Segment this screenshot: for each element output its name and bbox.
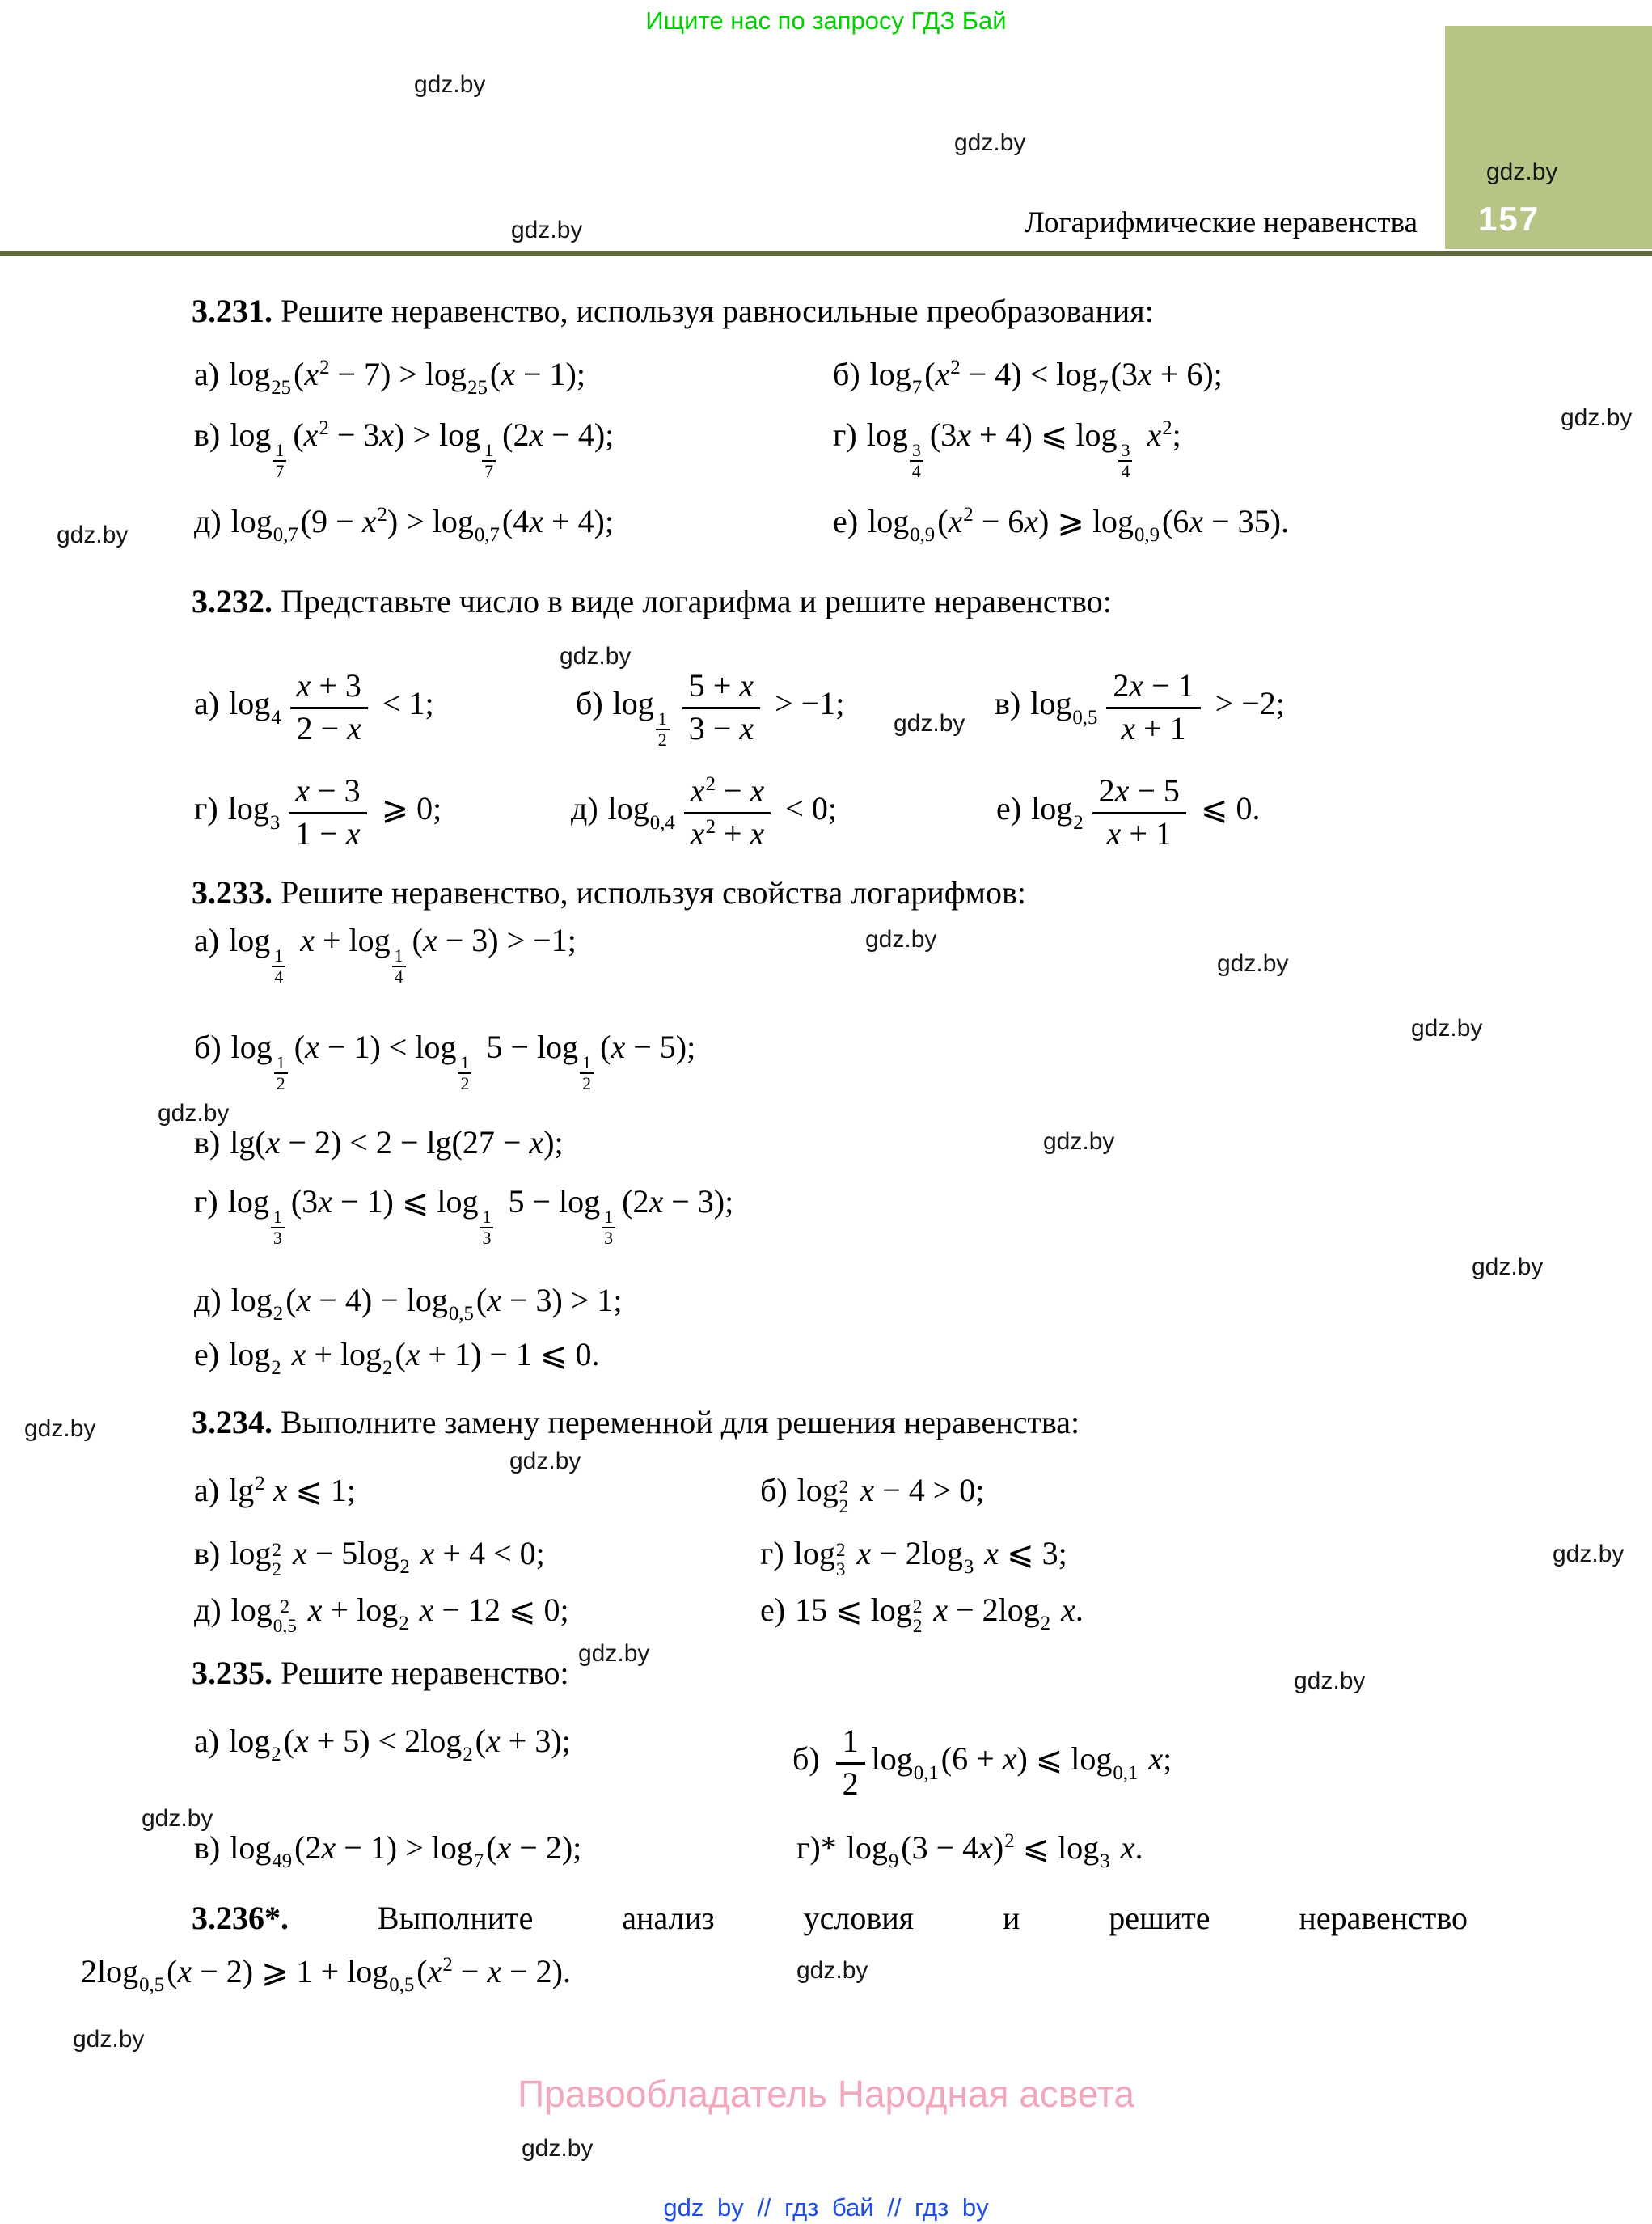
item-label: е) [996, 790, 1022, 827]
problem-item [194, 1282, 623, 1326]
problem-item [995, 667, 1285, 747]
problem-item [81, 1953, 571, 1998]
problem-item [194, 667, 434, 747]
page-number: 157 [1478, 200, 1540, 238]
problem-item [833, 416, 1181, 480]
item-label: б) [194, 1029, 222, 1065]
problem-item [194, 503, 614, 548]
formula: $\log_9(3 - 4x)^2$ ⩽ $\log_3 x$. [846, 1829, 1143, 1873]
item-label: е) [760, 1592, 786, 1628]
item-label: е) [194, 1336, 220, 1372]
problem-title: Выполните анализ условия и решите неравенство [377, 1900, 1468, 1936]
gdzby-watermark: gdz.by [1561, 404, 1633, 431]
problem-item [194, 1829, 581, 1874]
problem-number: 3.236*. [192, 1900, 289, 1936]
problem-item [194, 1592, 569, 1637]
problem-item [194, 1029, 695, 1093]
problem-header-3.232. [192, 582, 1112, 620]
copyright-line: Правообладатель Народная асвета [518, 2073, 1134, 2115]
problem-item [194, 1336, 600, 1380]
header-rule [0, 251, 1652, 256]
gdzby-watermark: gdz.by [158, 1100, 230, 1127]
formula: $\log_{49}(2x - 1) > \log_7(x - 2)$; [230, 1829, 582, 1873]
item-label: е) [833, 503, 859, 539]
item-label: д) [194, 1282, 222, 1318]
formula: lg(x − 2) < 2 − lg(27 − x); [230, 1124, 564, 1161]
item-label: б) [833, 356, 860, 392]
item-label: а) [194, 356, 220, 392]
item-label: г) [194, 1183, 218, 1220]
gdzby-watermark: gdz.by [1217, 950, 1289, 977]
formula: $\log_{0,5}$ $\frac{2x - 1}{x + 1}$ > −2; [1030, 667, 1285, 746]
formula: $\log_2$ $\frac{2x - 5}{x + 1}$ ⩽ 0. [1031, 772, 1261, 852]
page-number-box [1445, 26, 1652, 249]
problem-item [194, 1472, 356, 1509]
gdzby-watermark: gdz.by [954, 129, 1026, 156]
item-label: а) [194, 1472, 220, 1508]
gdzby-watermark: gdz.by [509, 1448, 581, 1474]
section-title: Логарифмические неравенства [1024, 206, 1418, 239]
problem-item [760, 1472, 984, 1517]
problem-item [194, 922, 577, 986]
formula: log 2 3 $x - 2\log_3$ x ⩽ 3; [793, 1535, 1067, 1580]
problem-item [194, 356, 585, 400]
formula: $\log_4$ $\frac{x + 3}{2 - x}$ < 1; [229, 667, 434, 746]
item-label: г)* [796, 1829, 837, 1866]
formula: $\log_{0,4}$ $\frac{x^2 - x}{x^2 + x}$ < 0; [607, 772, 837, 852]
formula: log 2 2 x − 4 > 0; [796, 1472, 985, 1517]
formula: $\log_{0,7}(9 - x^2) > \log_{0,7}(4x + 4)$; [230, 503, 614, 547]
problem-title: Выполните замену переменной для решения неравенства: [281, 1404, 1080, 1440]
gdzby-watermark: gdz.by [57, 522, 129, 548]
problem-item [792, 1723, 1172, 1803]
gdzby-watermark: gdz.by [1294, 1668, 1366, 1694]
formula: $\log_{25}(x^2 - 7) > \log_{25}(x - 1)$; [229, 356, 585, 400]
problem-title: Решите неравенство: [281, 1655, 569, 1691]
gdzby-watermark: gdz.by [796, 1957, 868, 1984]
item-label: в) [194, 1124, 221, 1161]
formula: $\lg^2 x$ ⩽ 1; [229, 1472, 357, 1508]
problem-item [576, 667, 844, 750]
item-label: б) [576, 685, 603, 722]
problem-item [760, 1535, 1067, 1580]
formula: log 2 2 $x - 5\log_2$ x + 4 < 0; [230, 1535, 545, 1580]
problem-item [194, 1723, 571, 1767]
problem-number: 3.233. [192, 874, 273, 911]
problem-item [760, 1592, 1084, 1637]
problem-header-3.231. [192, 292, 1154, 330]
gdzby-watermark: gdz.by [1553, 1541, 1625, 1567]
problem-header-3.234. [192, 1403, 1080, 1441]
gdzby-watermark: gdz.by [560, 643, 632, 670]
problem-item [796, 1829, 1143, 1874]
formula: $\log_7(x^2 - 4) < \log_7(3x + 6)$; [869, 356, 1223, 400]
item-label: в) [194, 1829, 221, 1866]
problem-number: 3.232. [192, 583, 273, 619]
item-label: д) [571, 790, 598, 827]
formula: $\log_3$ $\frac{x - 3}{1 - x}$ ⩾ 0; [227, 772, 442, 852]
gdzby-watermark: gdz.by [578, 1640, 650, 1667]
problem-item [833, 356, 1223, 400]
problem-item [571, 772, 837, 852]
item-label: г) [194, 790, 218, 827]
problem-item [194, 416, 614, 480]
problem-item [194, 1183, 733, 1247]
item-label: д) [194, 1592, 222, 1628]
item-label: а) [194, 685, 220, 722]
gdzby-watermark: gdz.by [865, 926, 937, 953]
formula: log $\frac{1}{2}$ (x − 1) < log $\frac{1}{2}$ 5 − log $\frac{1}{2}$ (x − 5); [230, 1029, 696, 1093]
formula: $\log_2(x + 5) < 2\log_2(x + 3)$; [229, 1723, 571, 1766]
item-label: б) [760, 1472, 788, 1508]
problem-number: 3.235. [192, 1655, 273, 1691]
problem-item [194, 1124, 564, 1161]
gdz-promo-link[interactable]: Ищите нас по запросу ГДЗ Бай [645, 6, 1007, 35]
formula: log $\frac{1}{4}$ x + log $\frac{1}{4}$ (x − 3) > −1; [229, 922, 577, 987]
gdzby-watermark: gdz.by [414, 71, 486, 98]
problem-title: Представьте число в виде логарифма и решите неравенство: [281, 583, 1112, 619]
gdzby-watermark: gdz.by [1043, 1128, 1115, 1155]
item-label: д) [194, 503, 222, 539]
formula: log $\frac{1}{3}$ (3x − 1) ⩽ log $\frac{1}{3}$ 5 − log $\frac{1}{3}$ (2x − 3); [227, 1183, 734, 1248]
item-label: г) [760, 1535, 784, 1571]
problem-header-3.233. [192, 873, 1026, 911]
formula: 15 ⩽ log 2 2 $x - 2\log_2$ x. [795, 1592, 1084, 1637]
item-label: в) [995, 685, 1021, 722]
item-label: в) [194, 1535, 221, 1571]
problem-header-3.235. [192, 1654, 569, 1692]
gdzby-watermark: gdz.by [1411, 1015, 1483, 1042]
item-label: б) [792, 1740, 820, 1778]
formula: log $\frac{3}{4}$ (3x + 4) ⩽ log $\frac{3}{4}$ $x^2$; [866, 416, 1181, 481]
formula: $\log_2 x + \log_2(x + 1) - 1$ ⩽ 0. [229, 1336, 600, 1380]
gdzby-watermark: gdz.by [894, 710, 965, 737]
formula: log $\frac{1}{7}$ $(x^2 - 3x) > \log$ $\frac{1}{7}$ (2x − 4); [230, 416, 615, 481]
gdzby-watermark: gdz.by [24, 1415, 96, 1442]
formula: log 2 0,5 $x + \log_2 x - 12$ ⩽ 0; [230, 1592, 569, 1637]
item-label: а) [194, 1723, 220, 1759]
gdzby-watermark: gdz.by [73, 2026, 145, 2053]
problem-item [833, 503, 1289, 548]
problem-item [996, 772, 1260, 852]
item-label: г) [833, 416, 857, 453]
formula: $\log_{0,9}(x^2 - 6x)$ ⩾ $\log_{0,9}(6x - 35)$. [868, 503, 1289, 547]
footer-links[interactable]: gdz by // гдз бай // гдз by [663, 2193, 989, 2222]
formula: $\frac{1}{2}$ $\log_{0,1}(6 + x)$ ⩽ $\log_{0,1} x$; [830, 1740, 1172, 1777]
problem-title: Решите неравенство, используя равносильные преобразования: [281, 293, 1154, 329]
problem-title: Решите неравенство, используя свойства логарифмов: [281, 874, 1026, 911]
formula: $2\log_{0,5}(x - 2)$ ⩾ $1 + \log_{0,5}(x^2 - x - 2)$. [81, 1953, 572, 1997]
gdzby-watermark: gdz.by [1472, 1254, 1544, 1280]
item-label: в) [194, 416, 221, 453]
problem-header-3.236. [192, 1899, 1468, 1937]
problem-item [194, 772, 442, 852]
problem-number: 3.231. [192, 293, 273, 329]
formula: log $\frac{1}{2}$ $\frac{5 + x}{3 - x}$ > −1; [612, 667, 845, 750]
gdzby-watermark: gdz.by [511, 217, 583, 243]
gdzby-watermark: gdz.by [522, 2135, 594, 2162]
problem-item [194, 1535, 545, 1580]
gdzby-watermark: gdz.by [1486, 159, 1558, 185]
formula: $\log_2(x - 4) - \log_{0,5}(x - 3) > 1$; [230, 1282, 623, 1326]
gdzby-watermark: gdz.by [142, 1805, 213, 1832]
item-label: а) [194, 922, 220, 958]
problem-number: 3.234. [192, 1404, 273, 1440]
